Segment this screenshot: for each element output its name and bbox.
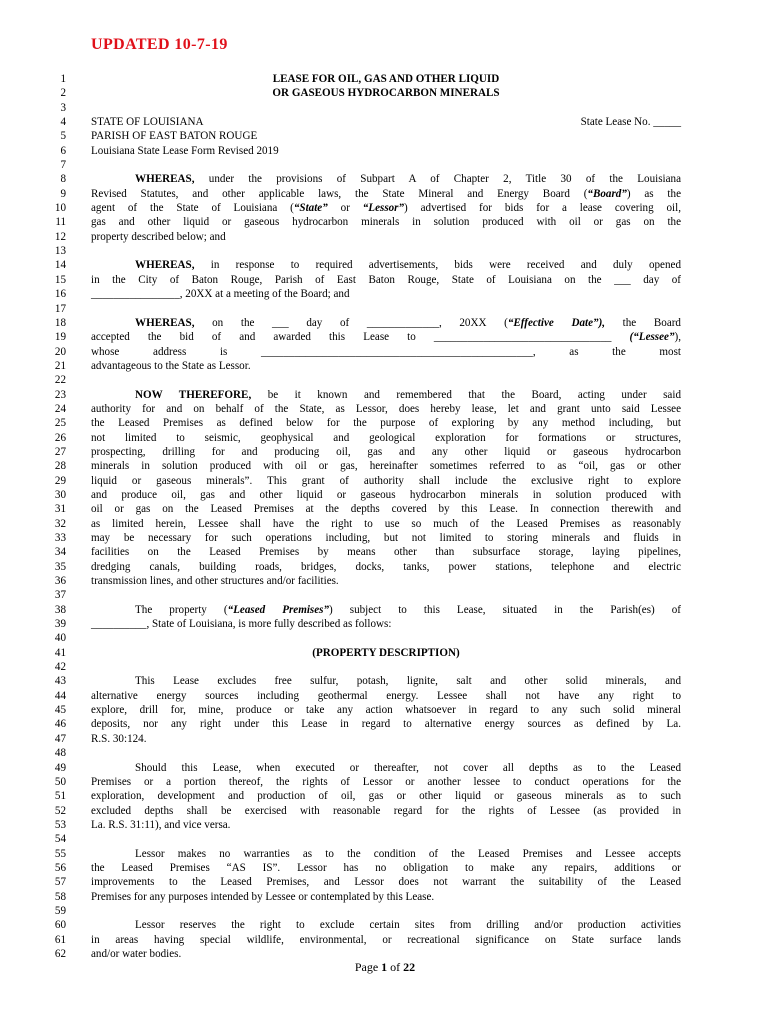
line-49: 49 Should this Lease, when executed or thereafter, not cover all depths as to the Leased (54, 761, 681, 774)
title-line-2: OR GASEOUS HYDROCARBON MINERALS (272, 87, 500, 100)
line-42: 42 (54, 661, 66, 674)
property-description-heading: (PROPERTY DESCRIPTION) (312, 646, 460, 659)
parish-heading: PARISH OF EAST BATON ROUGE (91, 130, 258, 143)
line-48: 48 (54, 747, 66, 760)
line-15: 15 in the City of Baton Rouge, Parish of East Baton Rouge, State of Louisiana on the ___ day of (54, 273, 681, 286)
line-7: 7 (60, 159, 66, 172)
line-58: 58 Premises for any purposes intended by Lessee or contemplated by this Lease. (54, 890, 435, 903)
line-33: 33 may be necessary for such operations including, but not limited to storing minerals and fluids in (54, 532, 681, 544)
line-10: 10 agent of the State of Louisiana (“State” or “Lessor”) advertised for bids for a lease covering oil, (54, 202, 681, 215)
line-5: 5 PARISH OF EAST BATON ROUGE (40, 129, 690, 143)
line-16: 16 ________________, 20XX at a meeting of the Board; and (54, 288, 350, 301)
line-11: 11 gas and other liquid or gaseous hydrocarbon minerals in solution produced with oil or gas on the (55, 216, 681, 229)
line-53: 53 La. R.S. 31:11), and vice versa. (54, 818, 231, 831)
line-54: 54 (54, 833, 66, 846)
line-31: 31 oil or gas on the Leased Premises at the depths covered by this Lease. In connection therewith and (54, 503, 681, 516)
line-1: 1 LEASE FOR OIL, GAS AND OTHER LIQUID (40, 72, 690, 86)
line-8: 8 WHEREAS, under the provisions of Subpart A of Chapter 2, Title 30 of the Louisiana (60, 173, 681, 186)
line-56: 56 the Leased Premises “AS IS”. Lessor has no obligation to make any repairs, additions or (54, 861, 681, 874)
line-26: 26 not limited to seismic, geophysical and geological exploration for formations or structures, (54, 431, 681, 444)
line-22: 22 (54, 374, 66, 387)
line-28: 28 minerals in solution produced with oil or gas, hereinafter sometimes referred to as “oil, gas or other (54, 460, 681, 473)
line-24: 24 authority for and on behalf of the State, as Lessor, does hereby lease, let and grant unto said Lessee (54, 402, 681, 415)
line-45: 45 explore, drill for, mine, produce or take any action whatsoever in regard to any such solid mineral (54, 704, 681, 717)
line-46: 46 deposits, nor any right under this Lease in regard to alternative energy sources as defined by La. (54, 718, 681, 731)
line-4: 4 STATE OF LOUISIANA State Lease No. _____ (60, 116, 681, 129)
page-label: Page (354, 960, 379, 974)
line-29: 29 liquid or gaseous minerals”. This grant of authority shall include the exclusive right to explore (54, 474, 681, 487)
line-14: 14 WHEREAS, in response to required advertisements, bids were received and duly opened (54, 259, 681, 272)
line-6: 6 Louisiana State Lease Form Revised 2019 (40, 144, 690, 158)
line-23: 23 NOW THEREFORE, be it known and remembered that the Board, acting under said (54, 388, 681, 401)
lease-document (40, 72, 690, 961)
line-47: 47 R.S. 30:124. (54, 732, 147, 745)
line-62: 62 and/or water bodies. (54, 947, 182, 960)
line-50: 50 Premises or a portion thereof, the rights of Lessor or another lessee to conduct operations for the (54, 775, 681, 788)
form-revision: Louisiana State Lease Form Revised 2019 (91, 144, 279, 157)
line-19: 19 accepted the bid of and awarded this Lease to ________________________________ (“Lessee”), (54, 331, 681, 344)
page-total: 22 (403, 960, 416, 974)
page-number: 1 (381, 960, 388, 974)
line-18: 18 WHEREAS, on the ___ day of _____________, 20XX (“Effective Date”), the Board (54, 316, 681, 329)
line-38: 38 The property (“Leased Premises”) subject to this Lease, situated in the Parish(es) of (54, 603, 681, 616)
state-heading: STATE OF LOUISIANA (91, 116, 204, 129)
of-label: of (390, 960, 401, 974)
line-3: 3 (60, 101, 66, 114)
line-17: 17 (54, 302, 66, 315)
line-35: 35 dredging canals, building roads, bridges, docks, tanks, power stations, telephone and electric (54, 560, 681, 573)
line-61: 61 in areas having special wildlife, environmental, or recreational significance on State surface lands (54, 933, 681, 946)
line-52: 52 excluded depths shall be exercised with reasonable regard for the rights of Lessee (as provided in (54, 804, 681, 817)
line-12: 12 property described below; and (54, 230, 226, 243)
line-43: 43 This Lease excludes free sulfur, potash, lignite, salt and other solid minerals, and (54, 675, 681, 688)
line-60: 60 Lessor reserves the right to exclude certain sites from drilling and/or production activities (54, 919, 681, 932)
line-55: 55 Lessor makes no warranties as to the condition of the Leased Premises and Lessee accepts (54, 847, 681, 860)
line-41: 41 (PROPERTY DESCRIPTION) (40, 646, 690, 660)
line-57: 57 improvements to the Leased Premises, and Lessor does not warrant the suitability of the Leased (54, 876, 681, 889)
title-line-1: LEASE FOR OIL, GAS AND OTHER LIQUID (272, 73, 500, 85)
line-27: 27 prospecting, drilling for and producing oil, gas and any other liquid or gaseous hydrocarbon (54, 445, 681, 458)
line-44: 44 alternative energy sources including geothermal energy. Lessee shall not have any right to (54, 689, 681, 702)
updated-banner: UPDATED 10-7-19 (91, 36, 228, 53)
line-37: 37 (54, 589, 66, 602)
line-9: 9 Revised Statutes, and other applicable laws, the State Mineral and Energy Board (“Board”) as the (60, 187, 681, 200)
line-21: 21 advantageous to the State as Lessor. (54, 359, 251, 372)
line-13: 13 (54, 245, 66, 258)
line-34: 34 facilities on the Leased Premises by means other than subsurface storage, laying pipelines, (54, 546, 681, 559)
page-footer (0, 960, 770, 975)
line-2: 2 OR GASEOUS HYDROCARBON MINERALS (40, 86, 690, 100)
line-20: 20 whose address is _________________________________________________, as the most (54, 345, 681, 358)
state-lease-no: State Lease No. _____ (580, 116, 681, 129)
line-40: 40 (54, 632, 66, 645)
line-59: 59 (54, 904, 66, 917)
line-25: 25 the Leased Premises as defined below for the purpose of exploring by any method including, but (54, 417, 681, 430)
line-39: 39 __________, State of Louisiana, is more fully described as follows: (54, 618, 392, 631)
line-51: 51 exploration, development and production of oil, gas or other liquid or gaseous minerals as to such (54, 790, 681, 803)
line-30: 30 and produce oil, gas and other liquid or gaseous hydrocarbon minerals in solution produced with (54, 488, 681, 501)
line-32: 32 as limited herein, Lessee shall have the right to use so much of the Leased Premises as reasonably (54, 517, 681, 530)
line-36: 36 transmission lines, and other structures and/or facilities. (54, 575, 339, 588)
